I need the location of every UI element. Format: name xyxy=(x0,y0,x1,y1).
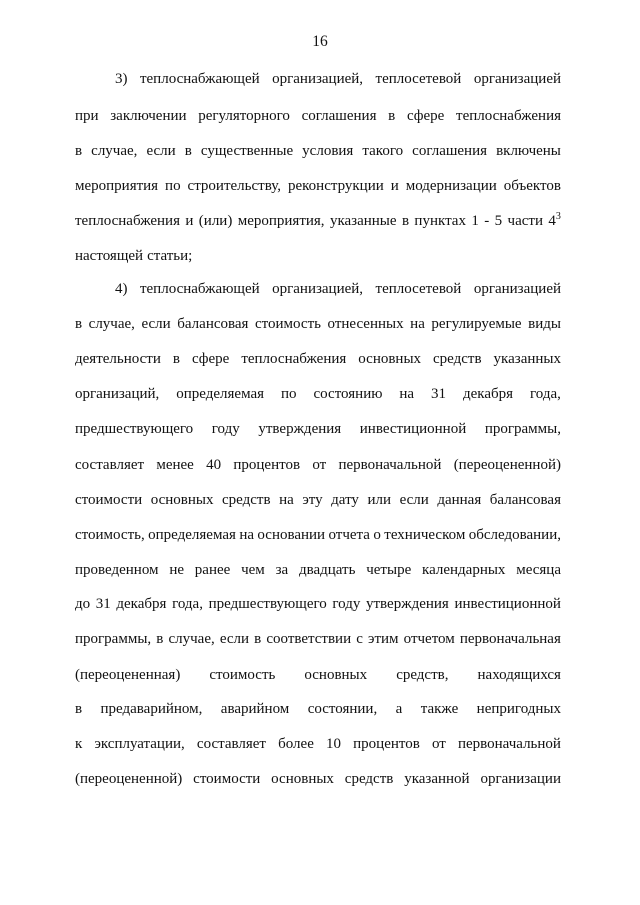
word: года, xyxy=(172,596,203,612)
word: более xyxy=(278,736,314,752)
word: средств, xyxy=(396,667,449,683)
word: случае, xyxy=(88,316,135,332)
word: теплосетевой xyxy=(375,281,462,297)
word: в xyxy=(75,316,83,332)
text-line xyxy=(75,594,561,614)
word: 10 xyxy=(326,736,342,752)
word: включены xyxy=(496,143,561,159)
text-line xyxy=(75,141,561,161)
word: или xyxy=(367,492,392,508)
word: теплоснабжающей xyxy=(139,281,260,297)
word: основных xyxy=(304,667,368,683)
word: с xyxy=(356,631,363,647)
word: балансовая xyxy=(177,316,249,332)
word: эту xyxy=(302,492,323,508)
word: на xyxy=(410,316,425,332)
word: (переоцененной) xyxy=(75,771,183,787)
word: сфере xyxy=(191,351,230,367)
word: в xyxy=(401,213,410,229)
word: утверждения xyxy=(366,596,449,612)
word: теплоснабжающей xyxy=(139,71,260,87)
word: от xyxy=(312,457,327,473)
text-line xyxy=(75,349,561,369)
word: первоначальной xyxy=(338,457,442,473)
word: такого xyxy=(362,143,404,159)
word: соглашения xyxy=(412,143,488,159)
word: случае, xyxy=(168,631,215,647)
word: от xyxy=(431,736,446,752)
text-line xyxy=(75,665,561,685)
word: за xyxy=(275,562,289,578)
text-line xyxy=(75,769,561,789)
word: предшествующего xyxy=(75,421,194,437)
word: части xyxy=(507,213,543,229)
word: (переоцененной) xyxy=(453,457,561,473)
word: организацией xyxy=(473,281,561,297)
word: регулируемые xyxy=(431,316,522,332)
word: $4^3$ xyxy=(548,211,561,229)
word: соответствии xyxy=(266,631,352,647)
word: к xyxy=(75,736,83,752)
word: месяца xyxy=(516,562,561,578)
word: непригодных xyxy=(476,701,561,717)
word: 5 xyxy=(494,213,503,229)
word: обследовании, xyxy=(468,527,561,543)
word: соглашения xyxy=(301,108,377,124)
word: (переоцененная) xyxy=(75,667,181,683)
word: при xyxy=(75,108,99,124)
text-line xyxy=(75,384,561,404)
text-line xyxy=(75,455,561,475)
word: в xyxy=(172,351,180,367)
word: отнесенных xyxy=(327,316,404,332)
word: условия xyxy=(302,143,354,159)
word: первоначальная xyxy=(459,631,561,647)
word: о xyxy=(373,527,381,543)
text-line xyxy=(75,211,561,231)
text-line xyxy=(75,246,561,266)
word: организации xyxy=(480,771,561,787)
word: средств xyxy=(222,492,271,508)
word: указанных xyxy=(493,351,561,367)
word: стоимость xyxy=(255,316,321,332)
word: аварийном xyxy=(220,701,290,717)
text-line xyxy=(75,699,561,719)
word: указанные xyxy=(329,213,397,229)
page-number: 16 xyxy=(312,33,328,50)
word: виды xyxy=(528,316,561,332)
word: на xyxy=(239,527,254,543)
word: техническом xyxy=(384,527,466,543)
word: объектов xyxy=(503,178,561,194)
word: предшествующего xyxy=(208,596,327,612)
word: пунктах xyxy=(414,213,466,229)
word: статьи; xyxy=(147,248,193,264)
word: в xyxy=(156,631,164,647)
word: средств xyxy=(433,351,482,367)
word: проведенном xyxy=(75,562,159,578)
word: модернизации xyxy=(405,178,497,194)
word: в xyxy=(75,701,83,717)
word: процентов xyxy=(233,457,301,473)
word: настоящей xyxy=(75,248,144,264)
word: основных xyxy=(358,351,422,367)
word: стоимости xyxy=(75,492,143,508)
word: стоимости xyxy=(193,771,261,787)
word: в xyxy=(388,108,396,124)
word: процентов xyxy=(353,736,420,752)
word: определяемая xyxy=(148,527,236,543)
word: ранее xyxy=(194,562,231,578)
word: основных xyxy=(150,492,214,508)
word: стоимость, xyxy=(75,527,145,543)
word: теплоснабжения xyxy=(75,213,180,229)
superscript: 3 xyxy=(555,211,561,222)
word: теплосетевой xyxy=(375,71,462,87)
word: 1 xyxy=(471,213,479,229)
word: инвестиционной xyxy=(359,421,467,437)
word: составляет xyxy=(196,736,266,752)
word: 31 xyxy=(431,386,447,402)
word: организацией, xyxy=(272,71,364,87)
word: (или) xyxy=(198,213,233,229)
word: отчета xyxy=(328,527,370,543)
word: декабря xyxy=(463,386,514,402)
word: а xyxy=(395,701,403,717)
word: - xyxy=(484,213,490,229)
word: основании xyxy=(257,527,326,543)
word: если xyxy=(146,143,176,159)
word: инвестиционной xyxy=(454,596,561,612)
word: году xyxy=(211,421,240,437)
word: не xyxy=(169,562,185,578)
word: и xyxy=(185,213,194,229)
text-line xyxy=(75,419,561,439)
word: определяемая xyxy=(176,386,265,402)
word: предаварийном, xyxy=(100,701,203,717)
word: на xyxy=(279,492,294,508)
text-line xyxy=(115,279,561,299)
word: указанной xyxy=(404,771,470,787)
text-line xyxy=(75,176,561,196)
text-line xyxy=(75,560,561,580)
word: этим xyxy=(368,631,399,647)
word: если xyxy=(399,492,429,508)
word: теплоснабжения xyxy=(241,351,347,367)
word: строительству, xyxy=(187,178,282,194)
word: находящихся xyxy=(477,667,561,683)
word: в xyxy=(184,143,192,159)
text-line xyxy=(75,106,561,126)
word: по xyxy=(165,178,181,194)
word: и xyxy=(390,178,399,194)
word: средств xyxy=(344,771,394,787)
word: регуляторного xyxy=(198,108,290,124)
word: 31 xyxy=(95,596,111,612)
word: деятельности xyxy=(75,351,161,367)
word: программы, xyxy=(484,421,561,437)
word: отчетом xyxy=(403,631,455,647)
word: программы, xyxy=(75,631,152,647)
text-line xyxy=(75,734,561,754)
word: балансовая xyxy=(489,492,561,508)
word: утверждения xyxy=(258,421,342,437)
word: четыре xyxy=(366,562,412,578)
text-line xyxy=(115,69,561,89)
word: организацией, xyxy=(272,281,364,297)
word: основных xyxy=(271,771,334,787)
word: 3) xyxy=(115,71,128,87)
word: 4) xyxy=(115,281,128,297)
word: стоимость xyxy=(209,667,276,683)
word: году xyxy=(332,596,361,612)
word: декабря xyxy=(116,596,167,612)
word: реконструкции xyxy=(287,178,384,194)
word: двадцать xyxy=(298,562,356,578)
word: менее xyxy=(156,457,194,473)
word: первоначальной xyxy=(457,736,561,752)
word: случае, xyxy=(91,143,138,159)
word: эксплуатации, xyxy=(94,736,185,752)
word: до xyxy=(75,596,91,612)
word: если xyxy=(141,316,171,332)
word: на xyxy=(399,386,415,402)
word: мероприятия xyxy=(75,178,159,194)
word: организацией xyxy=(473,71,561,87)
text-line xyxy=(75,490,561,510)
word: теплоснабжения xyxy=(456,108,561,124)
word: если xyxy=(219,631,250,647)
word: мероприятия, xyxy=(237,213,325,229)
text-line xyxy=(75,314,561,334)
word: организаций, xyxy=(75,386,160,402)
word: в xyxy=(254,631,262,647)
text-line xyxy=(75,629,561,649)
word: также xyxy=(420,701,459,717)
word: календарных xyxy=(422,562,506,578)
word: данная xyxy=(437,492,482,508)
word: в xyxy=(75,143,83,159)
word: чем xyxy=(241,562,265,578)
word: состоянию xyxy=(313,386,383,402)
word: по xyxy=(281,386,297,402)
word: состоянии, xyxy=(307,701,378,717)
text-line xyxy=(75,525,561,545)
word: года, xyxy=(530,386,561,402)
word: заключении xyxy=(110,108,187,124)
word: составляет xyxy=(75,457,145,473)
word: существенные xyxy=(200,143,294,159)
word: дату xyxy=(331,492,359,508)
word: 40 xyxy=(206,457,222,473)
word: сфере xyxy=(406,108,445,124)
